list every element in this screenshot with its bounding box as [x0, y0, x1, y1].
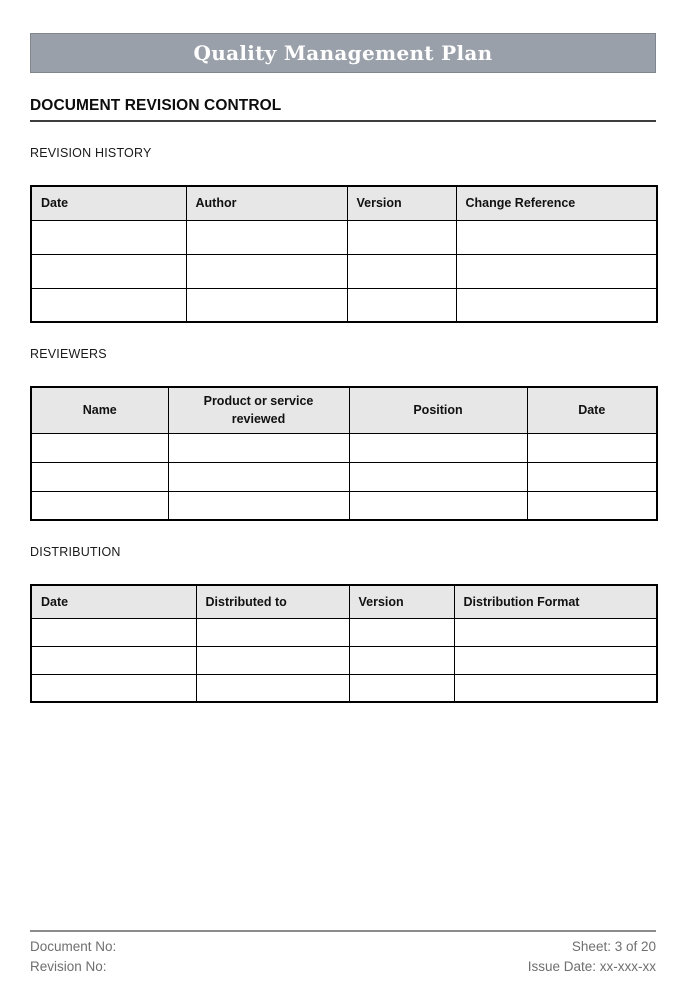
- column-header-author: Author: [186, 186, 347, 220]
- revision-no-label: Revision No:: [30, 959, 107, 974]
- table-row: [31, 674, 657, 702]
- empty-cell[interactable]: [454, 618, 657, 646]
- empty-cell[interactable]: [456, 288, 657, 322]
- empty-cell[interactable]: [349, 491, 527, 520]
- issue-date: Issue Date: xx-xxx-xx: [527, 959, 656, 974]
- empty-cell[interactable]: [186, 254, 347, 288]
- column-header-position: Position: [349, 387, 527, 433]
- empty-cell[interactable]: [349, 618, 454, 646]
- table-row: [31, 433, 657, 462]
- column-header-distribution-format: Distribution Format: [454, 585, 657, 618]
- empty-cell[interactable]: [349, 433, 527, 462]
- empty-cell[interactable]: [31, 462, 168, 491]
- empty-cell[interactable]: [347, 254, 456, 288]
- empty-cell[interactable]: [31, 674, 196, 702]
- empty-cell[interactable]: [454, 674, 657, 702]
- empty-cell[interactable]: [31, 491, 168, 520]
- column-header-date: Date: [527, 387, 657, 433]
- table-row: [31, 254, 657, 288]
- empty-cell[interactable]: [31, 220, 186, 254]
- table-row: [31, 618, 657, 646]
- empty-cell[interactable]: [186, 288, 347, 322]
- empty-cell[interactable]: [196, 646, 349, 674]
- empty-cell[interactable]: [31, 618, 196, 646]
- empty-cell[interactable]: [527, 462, 657, 491]
- empty-cell[interactable]: [196, 674, 349, 702]
- reviewers-table: [30, 386, 658, 521]
- document-no-label: Document No:: [30, 939, 117, 954]
- table-row: [31, 646, 657, 674]
- empty-cell[interactable]: [186, 220, 347, 254]
- column-header-name: Name: [31, 387, 168, 433]
- table-row: [31, 462, 657, 491]
- empty-cell[interactable]: [168, 433, 349, 462]
- section-label-reviewers: REVIEWERS: [30, 347, 107, 361]
- document-title-banner: [30, 33, 656, 73]
- header-row: [31, 186, 657, 220]
- table-row: [31, 220, 657, 254]
- empty-cell[interactable]: [454, 646, 657, 674]
- page-footer: [30, 930, 656, 977]
- empty-cell[interactable]: [527, 433, 657, 462]
- empty-cell[interactable]: [349, 462, 527, 491]
- section-label-revision-history: REVISION HISTORY: [30, 146, 152, 160]
- empty-cell[interactable]: [527, 491, 657, 520]
- page-heading: DOCUMENT REVISION CONTROL: [30, 97, 282, 114]
- column-header-version: Version: [347, 186, 456, 220]
- column-header-product-or-service-reviewed: Product or service reviewed: [168, 387, 349, 433]
- empty-cell[interactable]: [349, 646, 454, 674]
- empty-cell[interactable]: [196, 618, 349, 646]
- empty-cell[interactable]: [456, 220, 657, 254]
- table-row: [31, 491, 657, 520]
- column-header-distributed-to: Distributed to: [196, 585, 349, 618]
- empty-cell[interactable]: [168, 491, 349, 520]
- heading-rule: [30, 120, 656, 122]
- empty-cell[interactable]: [349, 674, 454, 702]
- empty-cell[interactable]: [31, 646, 196, 674]
- document-title: Quality Management Plan: [193, 41, 493, 65]
- distribution-table: [30, 584, 658, 703]
- empty-cell[interactable]: [31, 433, 168, 462]
- empty-cell[interactable]: [31, 288, 186, 322]
- revision-history-table: [30, 185, 658, 323]
- empty-cell[interactable]: [347, 288, 456, 322]
- section-label-distribution: DISTRIBUTION: [30, 545, 121, 559]
- footer-rule: [30, 930, 656, 932]
- table-row: [31, 288, 657, 322]
- empty-cell[interactable]: [31, 254, 186, 288]
- column-header-date: Date: [31, 186, 186, 220]
- column-header-change-reference: Change Reference: [456, 186, 657, 220]
- empty-cell[interactable]: [168, 462, 349, 491]
- empty-cell[interactable]: [456, 254, 657, 288]
- empty-cell[interactable]: [347, 220, 456, 254]
- column-header-date: Date: [31, 585, 196, 618]
- header-row: [31, 387, 657, 433]
- sheet-number: Sheet: 3 of 20: [571, 939, 656, 954]
- column-header-version: Version: [349, 585, 454, 618]
- header-row: [31, 585, 657, 618]
